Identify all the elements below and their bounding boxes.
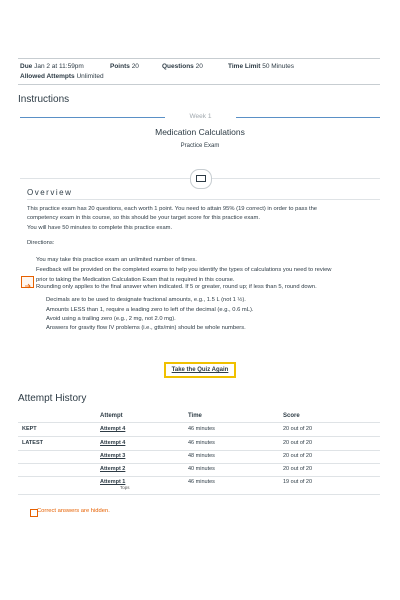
attempt-score: 19 out of 20 xyxy=(283,479,313,485)
attempts-value: Unlimited xyxy=(76,73,104,80)
week-rule-right xyxy=(236,117,380,118)
overview-para1: This practice exam has 20 questions, each worth 1 point. You need to attain 95% (19 correct) in order to pass the xyxy=(27,206,318,212)
row-rule xyxy=(18,436,380,437)
overview-rule xyxy=(27,199,380,200)
exam-subtitle: Practice Exam xyxy=(180,143,220,149)
media-rule-left xyxy=(20,178,190,179)
col-score: Score xyxy=(283,413,300,419)
week-label: Week 1 xyxy=(189,113,212,120)
bullet-4: Decimals are to be used to designate fractional amounts, e.g., 1.5 L (not 1 ½). xyxy=(46,297,246,303)
col-time: Time xyxy=(188,413,202,419)
bullet-3: Rounding only applies to the final answer when indicated. If 5 or greater, round up; if less than 5, round down. xyxy=(36,284,317,290)
tooltip-text: Tops xyxy=(120,485,130,490)
questions-info xyxy=(162,63,203,70)
bullet-2: Feedback will be provided on the completed exams to help you identify the types of calculations you need to review xyxy=(36,267,332,273)
top-divider xyxy=(18,58,380,59)
points-info xyxy=(110,63,139,70)
attempt-link[interactable]: Attempt 4 xyxy=(100,440,126,446)
attempt-score: 20 out of 20 xyxy=(283,453,313,459)
points-value: 20 xyxy=(131,63,139,70)
attempts-info xyxy=(20,73,104,80)
due-label: Due xyxy=(20,63,33,70)
time-limit-label: Time Limit xyxy=(228,63,261,70)
overview-para1b: competency exam in this course, so this should be your target score for this practice exam. xyxy=(27,215,260,221)
bullet-2b: prior to taking the Medication Calculation Exam that is required in this course. xyxy=(36,277,235,283)
overview-para2: You will have 50 minutes to complete this practice exam. xyxy=(27,225,173,231)
attempt-time: 48 minutes xyxy=(188,453,215,459)
meta-divider xyxy=(18,84,380,85)
attempt-score: 20 out of 20 xyxy=(283,426,313,432)
attempt-link[interactable]: Attempt 3 xyxy=(100,453,126,459)
attempt-score: 20 out of 20 xyxy=(283,440,313,446)
bullet-6: Avoid using a trailing zero (e.g., 2 mg, not 2.0 mg). xyxy=(46,316,176,322)
questions-label: Questions xyxy=(162,63,194,70)
week-rule-left xyxy=(20,117,165,118)
questions-value: 20 xyxy=(195,63,203,70)
attempt-time: 46 minutes xyxy=(188,440,215,446)
row-rule xyxy=(18,450,380,451)
col-attempt: Attempt xyxy=(100,413,123,419)
attempt-history-heading: Attempt History xyxy=(18,393,87,404)
take-quiz-again-button[interactable]: Take the Quiz Again xyxy=(164,362,236,378)
attempt-score: 20 out of 20 xyxy=(283,466,313,472)
media-rule-right xyxy=(212,178,380,179)
exam-title: Medication Calculations xyxy=(155,127,245,137)
points-label: Points xyxy=(110,63,130,70)
attempt-time: 46 minutes xyxy=(188,479,215,485)
overview-heading: Overview xyxy=(27,188,73,197)
row-rule xyxy=(18,494,380,495)
instructions-heading: Instructions xyxy=(18,94,70,105)
bullet-1: You may take this practice exam an unlimited number of times. xyxy=(36,257,197,263)
due-value: Jan 2 at 11:59pm xyxy=(34,63,84,70)
attempt-link[interactable]: Attempt 1 xyxy=(100,479,126,485)
media-box-icon xyxy=(190,169,212,189)
attempt-link[interactable]: Attempt 2 xyxy=(100,466,126,472)
time-limit-value: 50 Minutes xyxy=(262,63,294,70)
bullet-5: Amounts LESS than 1, require a leading zero to left of the decimal (e.g., 0.6 mL). xyxy=(46,307,254,313)
time-limit-info xyxy=(228,63,294,70)
due-info xyxy=(20,63,84,70)
row-tag: LATEST xyxy=(22,440,43,446)
row-rule xyxy=(18,463,380,464)
attempts-label: Allowed Attempts xyxy=(20,73,75,80)
directions-label: Directions: xyxy=(27,240,55,246)
row-rule xyxy=(18,476,380,477)
bullet-7: Answers for gravity flow IV problems (i.e., gtts/min) should be whole numbers. xyxy=(46,325,246,331)
attempt-time: 46 minutes xyxy=(188,426,215,432)
attempt-link[interactable]: Attempt 4 xyxy=(100,426,126,432)
header-rule xyxy=(18,422,380,423)
correct-answers-hidden-note: Correct answers are hidden. xyxy=(37,508,110,514)
warning-flag-icon xyxy=(21,276,34,288)
row-tag: KEPT xyxy=(22,426,37,432)
attempt-time: 40 minutes xyxy=(188,466,215,472)
